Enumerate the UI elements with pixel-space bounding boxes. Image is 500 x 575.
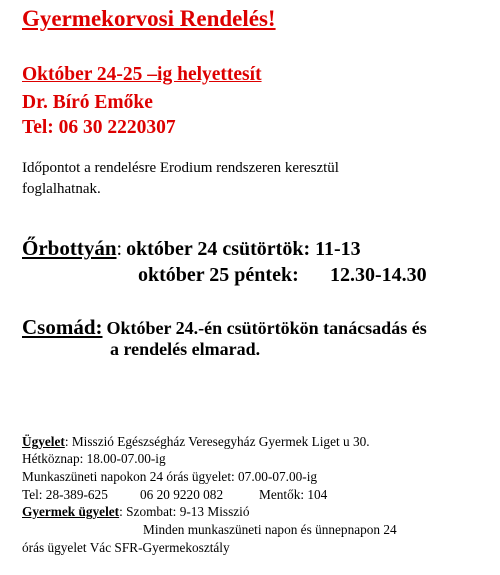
orbottyan-colon: : bbox=[116, 238, 123, 260]
ambulance-phone: Mentők: 104 bbox=[259, 487, 328, 502]
doctor-name: Dr. Bíró Emőke bbox=[22, 92, 153, 113]
orbottyan-time-2: 12.30-14.30 bbox=[330, 264, 427, 286]
csomad-label: Csomád: bbox=[22, 315, 103, 339]
orbottyan-day-2: október 25 péntek: bbox=[138, 264, 299, 286]
ugyelet-phone-2: 06 20 9220 082 bbox=[140, 487, 224, 502]
weekday-hours: Hétköznap: 18.00-07.00-ig bbox=[22, 451, 166, 466]
gyermek-ugyelet-text: : Szombat: 9-13 Misszió bbox=[119, 504, 250, 519]
orbottyan-row-1 bbox=[22, 236, 361, 261]
page-title: Gyermekorvosi Rendelés! bbox=[22, 6, 276, 31]
booking-line-1: Időpontot a rendelésre Erodium rendszeren keresztül bbox=[22, 160, 339, 176]
doctor-phone: Tel: 06 30 2220307 bbox=[22, 117, 176, 138]
vac-line: órás ügyelet Vác SFR-Gyermekosztály bbox=[22, 540, 230, 555]
ugyelet-label: Ügyelet bbox=[22, 434, 65, 449]
gyermek-ugyelet-line bbox=[22, 503, 250, 520]
orbottyan-label: Őrbottyán bbox=[22, 236, 117, 260]
holiday-hours: Munkaszüneti napokon 24 órás ügyelet: 07.00-07.00-ig bbox=[22, 469, 318, 484]
csomad-line-1: Október 24.-én csütörtökön tanácsadás és bbox=[106, 318, 427, 338]
csomad-line-2: a rendelés elmarad. bbox=[110, 339, 261, 359]
booking-line-2: foglalhatnak. bbox=[22, 181, 101, 197]
ugyelet-line bbox=[22, 433, 370, 450]
holiday-line-2: Minden munkaszüneti napon és ünnepnapon 24 bbox=[143, 522, 397, 537]
ugyelet-text: : Misszió Egészségház Veresegyház Gyermek Liget u 30. bbox=[64, 434, 370, 449]
ugyelet-phone: Tel: 28-389-625 bbox=[22, 487, 108, 502]
csomad-row-1 bbox=[22, 315, 427, 340]
substitute-period: Október 24-25 –ig helyettesít bbox=[22, 64, 262, 85]
phone-line bbox=[22, 486, 108, 503]
orbottyan-day-1: október 24 csütörtök: 11-13 bbox=[126, 238, 361, 260]
gyermek-ugyelet-label: Gyermek ügyelet bbox=[22, 504, 120, 519]
